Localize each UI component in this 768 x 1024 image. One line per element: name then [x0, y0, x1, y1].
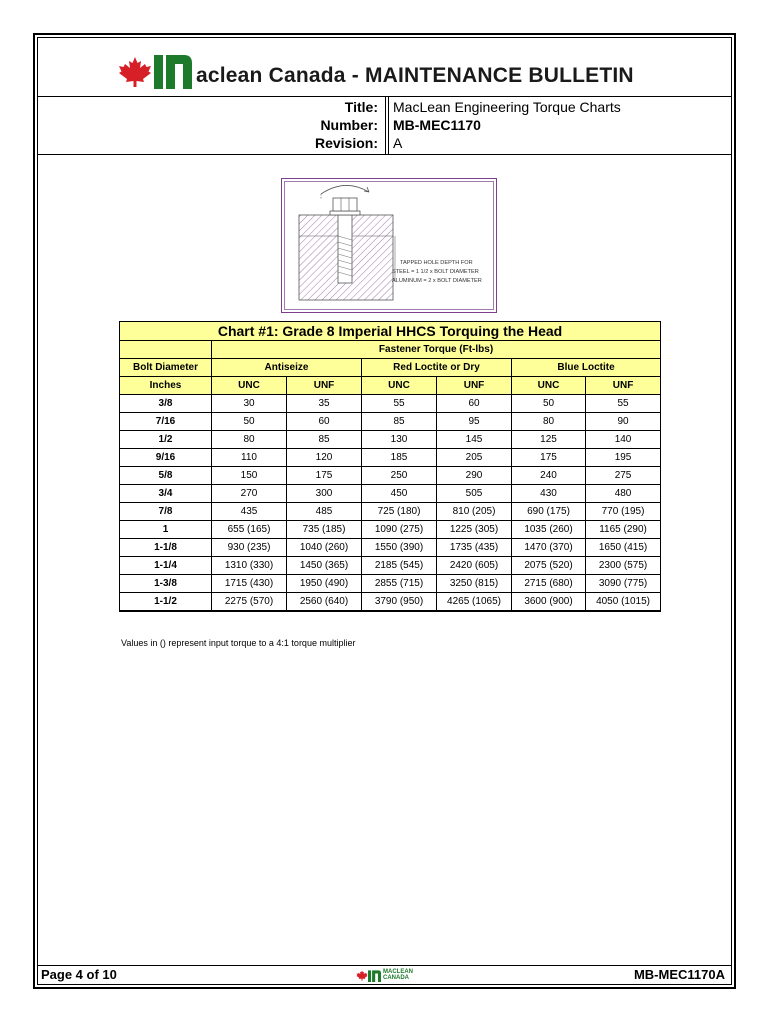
torque-value-cell: 35 [287, 395, 362, 413]
thread-header-cell: UNC [362, 377, 437, 395]
thread-header-cell: UNF [287, 377, 362, 395]
torque-value-cell: 3790 (950) [362, 593, 437, 612]
torque-value-cell: 1040 (260) [287, 539, 362, 557]
table-row [120, 431, 661, 449]
diagram-note-line1: TAPPED HOLE DEPTH FOR [400, 260, 473, 266]
brand-logo [118, 44, 634, 92]
table-row [120, 413, 661, 431]
torque-value-cell: 2420 (605) [437, 557, 512, 575]
bolt-size-cell: 1-1/8 [120, 539, 212, 557]
thread-header-row [120, 377, 661, 395]
bolt-size-cell: 1/2 [120, 431, 212, 449]
page-frame-inner [37, 37, 732, 985]
torque-chart-table [119, 321, 661, 612]
torque-value-cell: 1450 (365) [287, 557, 362, 575]
torque-value-cell: 505 [437, 485, 512, 503]
document-number: MB-MEC1170A [633, 967, 725, 982]
torque-value-cell: 125 [512, 431, 586, 449]
torque-value-cell: 85 [362, 413, 437, 431]
torque-value-cell: 4265 (1065) [437, 593, 512, 612]
bolt-size-cell: 1 [120, 521, 212, 539]
bolt-size-cell: 9/16 [120, 449, 212, 467]
table-row [120, 449, 661, 467]
empty-header-cell [120, 341, 212, 359]
revision-label: Revision: [314, 135, 378, 151]
table-row [120, 575, 661, 593]
torque-value-cell: 185 [362, 449, 437, 467]
torque-value-cell: 85 [287, 431, 362, 449]
antiseize-header: Antiseize [212, 359, 362, 377]
torque-value-cell: 80 [512, 413, 586, 431]
footer-logo-text [383, 969, 413, 981]
title-label: Title: [344, 99, 378, 115]
title-value: MacLean Engineering Torque Charts [393, 99, 621, 115]
blue-loctite-header: Blue Loctite [512, 359, 661, 377]
torque-value-cell: 2275 (570) [212, 593, 287, 612]
torque-value-cell: 1035 (260) [512, 521, 586, 539]
torque-value-cell: 2075 (520) [512, 557, 586, 575]
torque-value-cell: 1950 (490) [287, 575, 362, 593]
table-row [120, 467, 661, 485]
torque-value-cell: 195 [586, 449, 661, 467]
torque-value-cell: 1735 (435) [437, 539, 512, 557]
bolt-size-cell: 3/4 [120, 485, 212, 503]
page-number: Page 4 of 10 [41, 967, 117, 982]
table-row [120, 593, 661, 612]
torque-value-cell: 655 (165) [212, 521, 287, 539]
torque-value-cell: 3600 (900) [512, 593, 586, 612]
torque-value-cell: 430 [512, 485, 586, 503]
torque-value-cell: 250 [362, 467, 437, 485]
table-row [120, 485, 661, 503]
bolt-size-cell: 5/8 [120, 467, 212, 485]
lubricant-header-row [120, 359, 661, 377]
torque-value-cell: 480 [586, 485, 661, 503]
brand-name [196, 65, 634, 86]
thread-header-cell: UNF [586, 377, 661, 395]
torque-value-cell: 2185 (545) [362, 557, 437, 575]
torque-value-cell: 2560 (640) [287, 593, 362, 612]
torque-value-cell: 1090 (275) [362, 521, 437, 539]
bolt-size-cell: 7/8 [120, 503, 212, 521]
thread-header-cell: UNC [212, 377, 287, 395]
torque-value-cell: 690 (175) [512, 503, 586, 521]
torque-value-cell: 1165 (290) [586, 521, 661, 539]
bolt-size-cell: 3/8 [120, 395, 212, 413]
torque-value-cell: 450 [362, 485, 437, 503]
group-header-row [120, 341, 661, 359]
footer-logo [356, 967, 413, 983]
torque-chart-body [120, 395, 661, 612]
maclean-m-mark-icon [154, 51, 192, 89]
torque-value-cell: 30 [212, 395, 287, 413]
torque-value-cell: 275 [586, 467, 661, 485]
torque-value-cell: 1650 (415) [586, 539, 661, 557]
torque-value-cell: 80 [212, 431, 287, 449]
chart-title: Chart #1: Grade 8 Imperial HHCS Torquing the Head [120, 322, 661, 341]
page-frame [33, 33, 736, 989]
footer-maple-leaf-icon [356, 970, 368, 981]
torque-multiplier-note: Values in () represent input torque to a 4:1 torque multiplier [121, 638, 356, 648]
torque-value-cell: 2300 (575) [586, 557, 661, 575]
table-row [120, 539, 661, 557]
bolt-size-cell: 7/16 [120, 413, 212, 431]
torque-value-cell: 435 [212, 503, 287, 521]
footer-logo-line2: CANADA [383, 975, 409, 981]
revision-row [38, 134, 731, 152]
number-row [38, 116, 731, 134]
torque-value-cell: 60 [287, 413, 362, 431]
torque-value-cell: 4050 (1015) [586, 593, 661, 612]
torque-value-cell: 175 [512, 449, 586, 467]
bolt-diameter-header: Bolt Diameter [120, 359, 212, 377]
torque-value-cell: 90 [586, 413, 661, 431]
red-loctite-header: Red Loctite or Dry [362, 359, 512, 377]
chart-title-row [120, 322, 661, 341]
torque-value-cell: 150 [212, 467, 287, 485]
torque-value-cell: 3250 (815) [437, 575, 512, 593]
torque-value-cell: 1470 (370) [512, 539, 586, 557]
inches-header: Inches [120, 377, 212, 395]
torque-value-cell: 290 [437, 467, 512, 485]
torque-value-cell: 140 [586, 431, 661, 449]
torque-value-cell: 145 [437, 431, 512, 449]
title-row [38, 98, 731, 116]
table-row [120, 521, 661, 539]
thread-header-cell: UNC [512, 377, 586, 395]
brand-name-text: aclean Canada - [196, 64, 365, 87]
footer-m-mark-icon [368, 969, 381, 982]
table-row [120, 395, 661, 413]
torque-value-cell: 735 (185) [287, 521, 362, 539]
torque-value-cell: 55 [362, 395, 437, 413]
torque-value-cell: 2715 (680) [512, 575, 586, 593]
torque-value-cell: 3090 (775) [586, 575, 661, 593]
torque-value-cell: 1310 (330) [212, 557, 287, 575]
torque-value-cell: 205 [437, 449, 512, 467]
torque-value-cell: 725 (180) [362, 503, 437, 521]
diagram-note-line2: STEEL = 1 1/2 x BOLT DIAMETER [392, 269, 479, 275]
bolt-size-cell: 1-1/2 [120, 593, 212, 612]
table-row [120, 503, 661, 521]
torque-value-cell: 270 [212, 485, 287, 503]
torque-value-cell: 1550 (390) [362, 539, 437, 557]
torque-value-cell: 50 [512, 395, 586, 413]
torque-value-cell: 485 [287, 503, 362, 521]
fastener-torque-header: Fastener Torque (Ft-lbs) [212, 341, 661, 359]
torque-value-cell: 175 [287, 467, 362, 485]
page-footer [38, 965, 731, 984]
bolt-size-cell: 1-3/8 [120, 575, 212, 593]
number-label: Number: [320, 117, 378, 133]
footer-logo-line1: MACLEAN [383, 969, 413, 975]
torque-value-cell: 50 [212, 413, 287, 431]
bulletin-title-text: MAINTENANCE BULLETIN [364, 64, 634, 87]
torque-value-cell: 2855 (715) [362, 575, 437, 593]
revision-value: A [393, 135, 403, 151]
thread-header-cell: UNF [437, 377, 512, 395]
title-block [38, 96, 731, 155]
number-value: MB-MEC1170 [393, 117, 481, 133]
torque-value-cell: 770 (195) [586, 503, 661, 521]
torque-value-cell: 95 [437, 413, 512, 431]
torque-value-cell: 240 [512, 467, 586, 485]
torque-value-cell: 110 [212, 449, 287, 467]
torque-value-cell: 1715 (430) [212, 575, 287, 593]
torque-value-cell: 120 [287, 449, 362, 467]
torque-value-cell: 60 [437, 395, 512, 413]
torque-value-cell: 130 [362, 431, 437, 449]
maple-leaf-icon [118, 56, 152, 88]
diagram-note-line3: ALUMINUM = 2 x BOLT DIAMETER [392, 278, 482, 284]
table-row [120, 557, 661, 575]
bulletin-header [38, 38, 731, 97]
torque-value-cell: 55 [586, 395, 661, 413]
torque-value-cell: 930 (235) [212, 539, 287, 557]
torque-value-cell: 300 [287, 485, 362, 503]
torque-value-cell: 810 (205) [437, 503, 512, 521]
bolt-torque-diagram [281, 178, 499, 316]
bolt-size-cell: 1-1/4 [120, 557, 212, 575]
torque-value-cell: 1225 (305) [437, 521, 512, 539]
